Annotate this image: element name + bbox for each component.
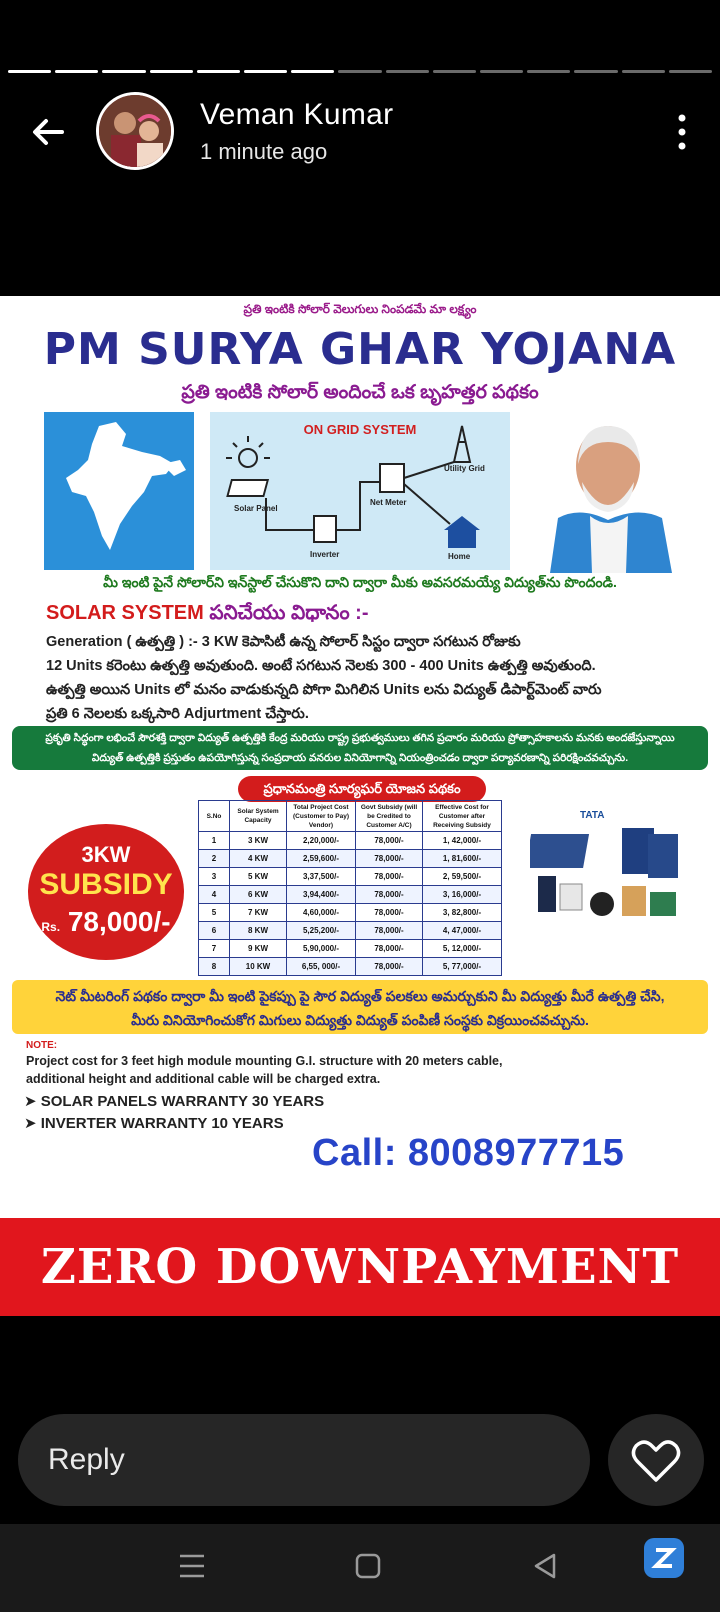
- body-line-2: 12 Units కరెంటు ఉత్పత్తి అవుతుంది. అంటే సగటున నెలకు 300 - 400 Units ఉత్పత్తి అవుతుంది.: [46, 658, 596, 674]
- note-heading: NOTE:: [26, 1040, 58, 1051]
- table-row: [199, 868, 502, 886]
- on-grid-schematic: [210, 412, 510, 570]
- story-progress-segment: [386, 70, 429, 73]
- story-progress-segment: [197, 70, 240, 73]
- story-progress-segment: [102, 70, 145, 73]
- table-row: [199, 850, 502, 868]
- warranty-solar: ➤ SOLAR PANELS WARRANTY 30 YEARS: [24, 1092, 324, 1110]
- story-progress-segment: [55, 70, 98, 73]
- story-progress-segment: [150, 70, 193, 73]
- like-button[interactable]: [608, 1414, 704, 1506]
- table-cell: 1, 81,600/-: [423, 850, 502, 868]
- table-cell: 5,90,000/-: [287, 940, 356, 958]
- table-cell: 8: [199, 958, 230, 976]
- story-progress-segment: [291, 70, 334, 73]
- table-cell: 7: [199, 940, 230, 958]
- story-progress-bar: [8, 70, 712, 74]
- table-cell: 3 KW: [230, 832, 287, 850]
- badge-word: SUBSIDY: [39, 868, 173, 901]
- story-header: [0, 92, 720, 182]
- table-cell: 4 KW: [230, 850, 287, 868]
- scheme-tag: ప్రధానమంత్రి సూర్యఘర్ యోజన పథకం: [238, 776, 486, 802]
- table-cell: 78,000/-: [356, 904, 423, 922]
- table-cell: 78,000/-: [356, 958, 423, 976]
- story-progress-segment: [574, 70, 617, 73]
- subsidy-badge: [28, 824, 184, 960]
- green-banner-line-1: ప్రకృతి సిద్ధంగా లభించే సౌరశక్తి ద్వారా విద్యుత్ ఉత్పత్తికి కేంద్ర మరియు రాష్ట్ర ప్రభుత్వములు తగిన ప్రచారం మరియు ప్రోత్సాహకాలను మనకు అందజేస్తున్నాయి: [45, 732, 675, 744]
- zero-downpayment-banner: ZERO DOWNPAYMENT: [0, 1218, 720, 1316]
- table-cell: 5, 12,000/-: [423, 940, 502, 958]
- body-line-3: ఉత్పత్తి అయిన Units లో మనం వాడుకున్నది పోగా మిగిలిన Units లను విద్యుత్ డిపార్ట్‌మెంట్ వారు: [46, 682, 602, 698]
- table-cell: 2, 59,500/-: [423, 868, 502, 886]
- label-inverter: Inverter: [310, 550, 340, 559]
- system-nav-bar: [0, 1524, 720, 1612]
- body-line-1: Generation ( ఉత్పత్తి ) :- 3 KW కెపాసిటీ ఉన్న సోలార్ సిస్టం ద్వారా సగటున రోజుకు: [46, 634, 521, 650]
- table-cell: 3: [199, 868, 230, 886]
- table-cell: 7 KW: [230, 904, 287, 922]
- table-cell: 78,000/-: [356, 886, 423, 904]
- avatar[interactable]: [96, 92, 174, 170]
- note-text: [26, 1052, 586, 1088]
- install-line: మీ ఇంటి పైనే సోలార్‌ని ఇన్‌స్టాల్ చేసుకొని దాని ద్వారా మీకు అవసరమయ్యే విద్యుత్‌ను పొందండి.: [103, 574, 617, 590]
- reply-input[interactable]: Reply: [18, 1414, 590, 1506]
- table-cell: 5 KW: [230, 868, 287, 886]
- table-cell: 5, 77,000/-: [423, 958, 502, 976]
- table-cell: 2: [199, 850, 230, 868]
- story-progress-segment: [669, 70, 712, 73]
- yellow-banner-line-1: నెట్ మీటరింగ్ పథకం ద్వారా మీ ఇంటి పైకప్పు పై సౌర విద్యుత్ పలకలు అమర్చుకుని మీ విద్యుత్తు మీరే ఉత్పత్తి చేసి,: [55, 988, 665, 1004]
- arrow-left-icon[interactable]: [26, 110, 70, 154]
- solar-heading-en: SOLAR SYSTEM: [46, 602, 204, 624]
- green-banner-line-2: విద్యుత్ ఉత్పత్తికి ప్రస్తుతం ఉపయోగిస్తున్న సంప్రదాయ వనరుల వినియోగాన్ని నియంత్రించడం ద్వారా పర్యావరణాన్ని పరిరక్షించవచ్చును.: [91, 752, 629, 764]
- floating-app-icon[interactable]: [644, 1538, 684, 1578]
- back-triangle-icon[interactable]: [526, 1546, 566, 1586]
- badge-amount-line: [28, 906, 184, 938]
- solar-products-image: [530, 806, 685, 926]
- table-row: [199, 958, 502, 976]
- table-row: [199, 922, 502, 940]
- table-cell: 3,94,400/-: [287, 886, 356, 904]
- yellow-banner-line-2: మీరు వినియోగించుకోగ మిగులు విద్యుత్తు విద్యుత్ పంపిణీ సంస్థకు విక్రయించవచ్చును.: [131, 1012, 589, 1028]
- home-square-icon[interactable]: [348, 1546, 388, 1586]
- table-cell: 1, 42,000/-: [423, 832, 502, 850]
- label-solar-panel: Solar Panel: [234, 504, 278, 513]
- heart-icon: [608, 1414, 704, 1506]
- table-row: [199, 940, 502, 958]
- poster-title: PM SURYA GHAR YOJANA: [43, 324, 677, 375]
- table-cell: 6,55, 000/-: [287, 958, 356, 976]
- table-header-cell: Total Project Cost (Customer to Pay) Vendor): [287, 801, 356, 832]
- table-cell: 5,25,200/-: [287, 922, 356, 940]
- solar-heading-te: పనిచేయు విధానం :-: [209, 602, 369, 624]
- tata-logo: TATA: [580, 810, 605, 821]
- table-cell: 78,000/-: [356, 922, 423, 940]
- prime-minister-photo: [540, 408, 676, 573]
- table-cell: 9 KW: [230, 940, 287, 958]
- table-cell: 6: [199, 922, 230, 940]
- table-cell: 6 KW: [230, 886, 287, 904]
- table-cell: 8 KW: [230, 922, 287, 940]
- user-name[interactable]: Veman Kumar: [200, 98, 394, 131]
- call-number: Call: 8008977715: [312, 1132, 625, 1174]
- story-progress-segment: [622, 70, 665, 73]
- cost-table: [198, 800, 502, 976]
- body-line-4: ప్రతి 6 నెలలకు ఒక్కసారి Adjurtment చేస్తారు.: [46, 706, 309, 722]
- table-cell: 78,000/-: [356, 940, 423, 958]
- note-line-2: additional height and additional cable will be charged extra.: [26, 1072, 381, 1086]
- table-header-cell: Govt Subsidy (will be Credited to Customer A/C): [356, 801, 423, 832]
- table-cell: 3, 16,000/-: [423, 886, 502, 904]
- note-line-1: Project cost for 3 feet high module mounting G.I. structure with 20 meters cable,: [26, 1054, 503, 1068]
- poster-subtitle: ప్రతి ఇంటికి సోలార్ అందించే ఒక బృహత్తర పథకం: [181, 382, 539, 403]
- label-net-meter: Net Meter: [370, 498, 407, 507]
- poster-tagline: ప్రతి ఇంటికి సోలార్ వెలుగులు నింపడమే మా లక్ష్యం: [243, 302, 477, 316]
- table-cell: 4, 47,000/-: [423, 922, 502, 940]
- on-grid-diagram: [210, 412, 510, 570]
- label-utility-grid: Utility Grid: [444, 464, 485, 473]
- solar-heading: [46, 602, 368, 629]
- table-header-cell: Effective Cost for Customer after Receiving Subsidy: [423, 801, 502, 832]
- table-cell: 4,60,000/-: [287, 904, 356, 922]
- diagram-title: ON GRID SYSTEM: [303, 422, 417, 437]
- yellow-info-banner: [12, 980, 708, 1034]
- warranty-inverter: ➤ INVERTER WARRANTY 10 YEARS: [24, 1114, 284, 1132]
- table-cell: 2,20,000/-: [287, 832, 356, 850]
- table-cell: 10 KW: [230, 958, 287, 976]
- table-header-cell: S.No: [199, 801, 230, 832]
- story-image-poster: [0, 296, 720, 1316]
- table-cell: 2,59,600/-: [287, 850, 356, 868]
- table-cell: 5: [199, 904, 230, 922]
- story-progress-segment: [8, 70, 51, 73]
- label-home: Home: [448, 552, 471, 561]
- green-info-banner: [12, 726, 708, 770]
- table-cell: 3,37,500/-: [287, 868, 356, 886]
- table-cell: 3, 82,800/-: [423, 904, 502, 922]
- table-row: [199, 886, 502, 904]
- table-row: [199, 904, 502, 922]
- timestamp: 1 minute ago: [200, 139, 328, 164]
- badge-currency: Rs.: [41, 920, 61, 934]
- story-progress-segment: [433, 70, 476, 73]
- table-cell: 4: [199, 886, 230, 904]
- table-cell: 78,000/-: [356, 868, 423, 886]
- table-header-cell: Solar System Capacity: [230, 801, 287, 832]
- story-progress-segment: [338, 70, 381, 73]
- story-progress-segment: [527, 70, 570, 73]
- india-map-image: [44, 412, 194, 570]
- table-cell: 78,000/-: [356, 850, 423, 868]
- table-cell: 78,000/-: [356, 832, 423, 850]
- story-progress-segment: [480, 70, 523, 73]
- menu-icon[interactable]: [172, 1546, 212, 1586]
- more-vertical-icon[interactable]: [674, 112, 690, 152]
- badge-amount: 78,000/-: [67, 906, 171, 937]
- table-row: [199, 832, 502, 850]
- table-cell: 1: [199, 832, 230, 850]
- badge-capacity: 3KW: [81, 842, 131, 867]
- story-progress-segment: [244, 70, 287, 73]
